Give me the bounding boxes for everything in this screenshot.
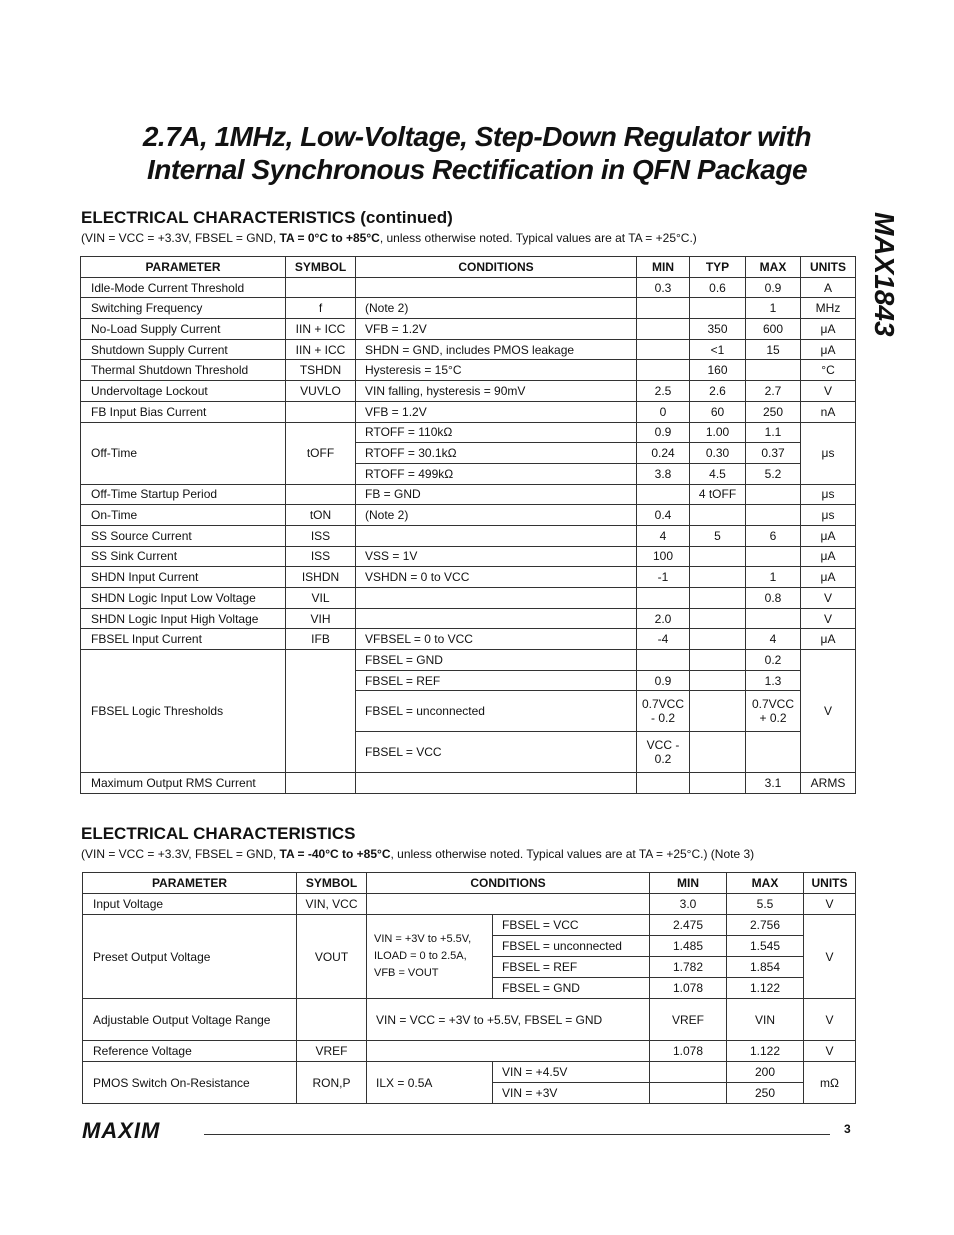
col-units: UNITS [801, 257, 856, 278]
table-row: Reference Voltage VREF 1.078 1.122 V [83, 1041, 856, 1062]
table-row: FBSEL = unconnected 0.7VCC - 0.2 0.7VCC + 0.2 [81, 691, 856, 732]
table-row: Input Voltage VIN, VCC 3.0 5.5 V [83, 894, 856, 915]
table-row: VIN = +3V 250 [83, 1083, 856, 1104]
col-conditions: CONDITIONS [367, 873, 650, 894]
title-line-2: Internal Synchronous Rectification in QFN Package [146, 154, 808, 185]
table-header-row [81, 257, 856, 278]
section-subtitle-continued: (VIN = VCC = +3.3V, FBSEL = GND, TA = 0°C to +85°C, unless otherwise noted. Typical values are at TA = +25°C.) [81, 231, 697, 245]
table-row: FBSEL = VCC VCC - 0.2 [81, 732, 856, 773]
footer-rule [204, 1134, 830, 1135]
side-part-number: MAX1843 [869, 212, 900, 337]
col-symbol: SYMBOL [297, 873, 367, 894]
table-row: SHDN Logic Input High Voltage VIH 2.0 V [81, 608, 856, 629]
table-row: Preset Output Voltage VOUT VIN = +3V to +5.5V, ILOAD = 0 to 2.5A, VFB = VOUT FBSEL = VCC 2.475 2.756 V [83, 915, 856, 936]
section-heading: ELECTRICAL CHARACTERISTICS [81, 824, 356, 843]
electrical-characteristics-continued-table [80, 256, 856, 794]
table-header-row [83, 873, 856, 894]
page-number: 3 [844, 1122, 851, 1136]
col-parameter: PARAMETER [83, 873, 297, 894]
col-parameter: PARAMETER [81, 257, 286, 278]
table-row: SHDN Input Current ISHDN VSHDN = 0 to VCC -1 1 μA [81, 567, 856, 588]
section-heading-continued: ELECTRICAL CHARACTERISTICS (continued) [81, 208, 453, 227]
table-row: FBSEL = GND 1.078 1.122 [83, 978, 856, 999]
table-row: Shutdown Supply Current IIN + ICC SHDN = GND, includes PMOS leakage <1 15 μA [81, 339, 856, 360]
table-row: Maximum Output RMS Current 3.1 ARMS [81, 773, 856, 794]
table-row: FBSEL Input Current IFB VFBSEL = 0 to VCC -4 4 μA [81, 629, 856, 650]
document-title [0, 120, 954, 186]
table-row: Adjustable Output Voltage Range VIN = VCC = +3V to +5.5V, FBSEL = GND VREF VIN V [83, 999, 856, 1041]
col-max: MAX [727, 873, 804, 894]
table-row: Idle-Mode Current Threshold 0.3 0.6 0.9 A [81, 277, 856, 298]
table-row: SS Sink Current ISS VSS = 1V 100 μA [81, 546, 856, 567]
table-row: Switching Frequency f (Note 2) 1 MHz [81, 298, 856, 319]
table-row: Off-Time tOFF RTOFF = 110kΩ 0.9 1.00 1.1 μs [81, 422, 856, 443]
table-row: FBSEL = unconnected 1.485 1.545 [83, 936, 856, 957]
table-row: SS Source Current ISS 4 5 6 μA [81, 525, 856, 546]
col-units: UNITS [804, 873, 856, 894]
table-row: No-Load Supply Current IIN + ICC VFB = 1.2V 350 600 μA [81, 319, 856, 340]
table-row: Undervoltage Lockout VUVLO VIN falling, hysteresis = 90mV 2.5 2.6 2.7 V [81, 381, 856, 402]
page-footer [82, 1118, 862, 1143]
table-row: RTOFF = 30.1kΩ 0.24 0.30 0.37 [81, 443, 856, 464]
table-row: FBSEL = REF 1.782 1.854 [83, 957, 856, 978]
electrical-characteristics-table [82, 872, 856, 1104]
table-row: SHDN Logic Input Low Voltage VIL 0.8 V [81, 588, 856, 609]
title-line-1: 2.7A, 1MHz, Low-Voltage, Step-Down Regulator with [142, 121, 812, 152]
col-symbol: SYMBOL [286, 257, 356, 278]
table-row: RTOFF = 499kΩ 3.8 4.5 5.2 [81, 463, 856, 484]
table-row: PMOS Switch On-Resistance RON,P ILX = 0.5A VIN = +4.5V 200 mΩ [83, 1062, 856, 1083]
table-row: FBSEL Logic Thresholds FBSEL = GND 0.2 V [81, 650, 856, 671]
section-subtitle: (VIN = VCC = +3.3V, FBSEL = GND, TA = -40°C to +85°C, unless otherwise noted. Typical values are at TA = +25°C.) (Note 3) [81, 847, 755, 861]
col-max: MAX [746, 257, 801, 278]
col-conditions: CONDITIONS [356, 257, 637, 278]
col-min: MIN [650, 873, 727, 894]
col-typ: TYP [690, 257, 746, 278]
table-row: On-Time tON (Note 2) 0.4 μs [81, 505, 856, 526]
table-row: Off-Time Startup Period FB = GND 4 tOFF μs [81, 484, 856, 505]
col-min: MIN [637, 257, 690, 278]
table-row: FB Input Bias Current VFB = 1.2V 0 60 250 nA [81, 401, 856, 422]
maxim-logo: MAXIM [82, 1118, 161, 1143]
table-row: FBSEL = REF 0.9 1.3 [81, 670, 856, 691]
table-row: Thermal Shutdown Threshold TSHDN Hysteresis = 15°C 160 °C [81, 360, 856, 381]
